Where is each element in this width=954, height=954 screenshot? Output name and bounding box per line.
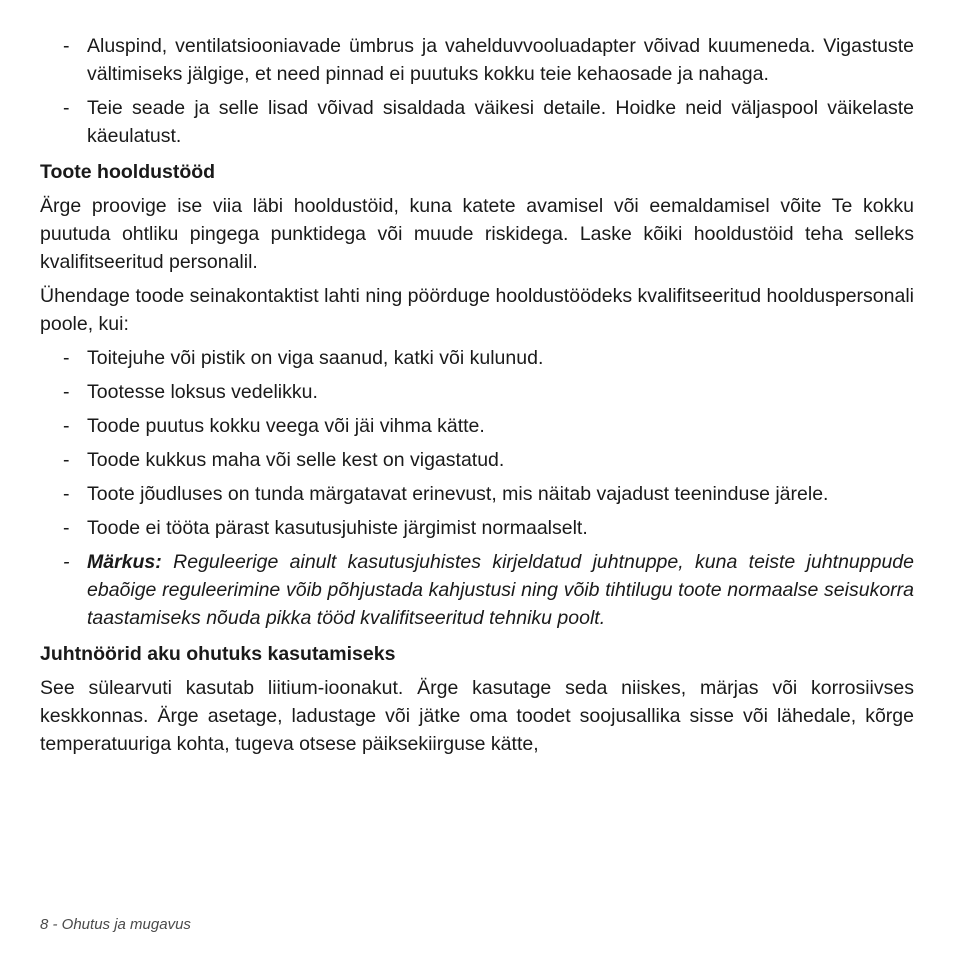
paragraph-service-1: Ärge proovige ise viia läbi hooldustöid, kuna katete avamisel või eemaldamisel võite Te kokku puutuda ohtliku pingega punktidega või muude riskidega. Laske kõiki hooldustöid teha selleks kvalifitseeritud personalil. xyxy=(40,195,914,273)
list-item xyxy=(40,344,914,372)
list-dash: - xyxy=(63,449,70,471)
list-item-text: Toode puutus kokku veega või jäi vihma kätte. xyxy=(87,415,485,437)
list-item-text: Toitejuhe või pistik on viga saanud, katki või kulunud. xyxy=(87,347,544,369)
list-item-text: Toode kukkus maha või selle kest on vigastatud. xyxy=(87,449,505,471)
list-item-text: Teie seade ja selle lisad võivad sisaldada väikesi detaile. Hoidke neid väljaspool väikelaste käeulatust. xyxy=(87,97,914,147)
note-label: Märkus: xyxy=(87,551,162,573)
section-heading-service: Toote hooldustööd xyxy=(40,161,216,183)
note-text: Reguleerige ainult kasutusjuhistes kirjeldatud juhtnuppe, kuna teiste juhtnuppude ebaõige reguleerimine võib põhjustada kahjustusi ning võib tihtilugu toote normaalse seisukorra taastamiseks nõuda pikka tööd kvalifitseeritud tehniku poolt. xyxy=(87,551,914,629)
list-item-text: Tootesse loksus vedelikku. xyxy=(87,381,318,403)
paragraph-battery-1: See sülearvuti kasutab liitium-ioonakut. Ärge kasutage seda niiskes, märjas või korrosiivses keskkonnas. Ärge asetage, ladustage või jätke oma toodet soojusallika sisse või lähedale, kõrge temperatuuriga kohta, tugeva otsese päiksekiirguse kätte, xyxy=(40,677,914,755)
list-item xyxy=(40,94,914,150)
list-dash: - xyxy=(63,35,70,57)
list-item xyxy=(40,446,914,474)
list-item xyxy=(40,378,914,406)
list-dash: - xyxy=(63,97,70,119)
list-item-text: Toode ei tööta pärast kasutusjuhiste järgimist normaalselt. xyxy=(87,517,588,539)
page-footer: 8 - Ohutus ja mugavus xyxy=(40,916,191,933)
list-item-text: Aluspind, ventilatsiooniavade ümbrus ja vahelduvvooluadapter võivad kuumeneda. Vigastuste vältimiseks jälgige, et need pinnad ei puutuks kokku teie kehaosade ja nahaga. xyxy=(87,35,914,85)
list-item xyxy=(40,514,914,542)
list-item xyxy=(40,32,914,88)
paragraph-service-2: Ühendage toode seinakontaktist lahti ning pöörduge hooldustöödeks kvalifitseeritud hoolduspersonali poole, kui: xyxy=(40,285,914,335)
list-dash: - xyxy=(63,517,70,539)
list-item xyxy=(40,480,914,508)
list-item xyxy=(40,412,914,440)
list-dash: - xyxy=(63,415,70,437)
section-heading-battery: Juhtnöörid aku ohutuks kasutamiseks xyxy=(40,643,396,665)
list-dash: - xyxy=(63,483,70,505)
note-item xyxy=(40,548,914,632)
list-dash: - xyxy=(63,381,70,403)
page-content xyxy=(40,32,914,764)
list-item-text: Toote jõudluses on tunda märgatavat erinevust, mis näitab vajadust teeninduse järele. xyxy=(87,483,829,505)
list-dash: - xyxy=(63,347,70,369)
list-dash: - xyxy=(63,551,70,573)
